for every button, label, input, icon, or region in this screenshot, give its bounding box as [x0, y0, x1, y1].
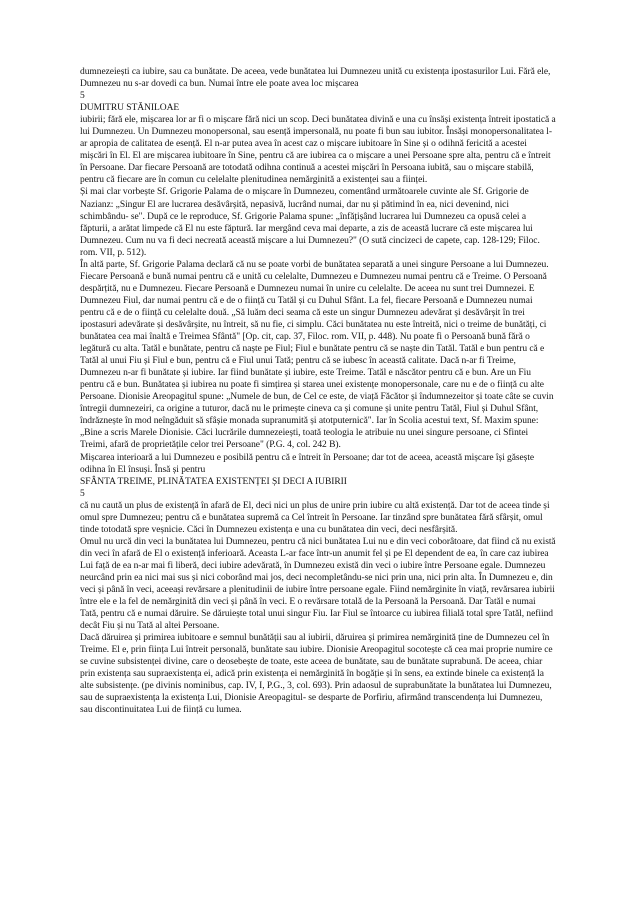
page-number: 5: [80, 91, 85, 102]
paragraph-body: În altă parte, Sf. Grigorie Palama declară că nu se poate vorbi de bunătatea separată a unei singure Persoane a lui Dumnezeu. Fiecare Persoană e bună numai pentru că e unită cu celelalte, Dumnezeu e Dumnezeu numai pentru că e Treime. O Persoană despărțită, nu e Dumnezeu. Fiecare Persoană e Dumnezeu numai în unire cu celelalte. De aceea nu sunt trei Dumnezei. E Dumnezeu Fiul, dar numai pentru că e de o ființă cu Tatăl și cu Duhul Sfânt. La fel, fiecare Persoană e Dumnezeu numai pentru că e de o ființă cu celelalte două. „Să luăm deci seama că este un singur Dumnezeu adevărat și desăvârșit în trei ipostasuri adevărate și desăvârșite, nu întreit, să nu fie, ci simplu. Căci bunătatea nu este întreită, nici o treime de bunătăți, ci bunătatea cea mai înaltă e Treimea Sfântă" [Op. cit, cap. 37, Filoc. rom. VII, p. 448). Nu poate fi o Persoană bună fără o legătură cu alta. Tatăl e bunătate, pentru că naște pe Fiul; Fiul e bunătate pentru că se naște din Tatăl. Tatăl e bun pentru că e Tatăl al unui Fiu și Fiul e bun, pentru că e Fiul unui Tată; pentru că se iubesc în această calitate. Dacă n-ar fi Treime, Dumnezeu n-ar fi bunătate și iubire. Iar fiind bunătate și iubire, este Treime. Tatăl e născător pentru că e bun. Are un Fiu pentru că e bun. Bunătatea și iubirea nu poate fi simțirea și starea unei existențe monopersonale, care nu e de o ființă cu alte Persoane. Dionisie Areopagitul spune: „Numele de bun, de Cel ce este, de viață Făcător și îndumnezeitor și toate câte se cuvin întregii dumnezeiri, ca origine a tuturor, dacă nu le primește cineva ca și comune și unite pentru Tatăl, Fiul și Duhul Sfânt, îndrăznește în mod neîngăduit să sfâșie monada supranumită și atotputernică". Iar în Scolia acestui text, Sf. Maxim spune: „Bine a scris Marele Dionisie. Căci lucrările dumnezeiești, toată teologia le atribuie nu unei singure persoane, ci Sfintei Treimi, afară de proprietățile celor trei Persoane" (P.G. 4, col. 242 B).: [80, 259, 554, 451]
paragraph-body: Dacă dăruirea și primirea iubitoare e semnul bunătății sau al iubirii, dăruirea și primirea nemărginită ține de Dumnezeu cel în Treime. El e, prin ființa Lui întreit personală, bunătate sau iubire. Dionisie Areopagitul socotește că cea mai proprie numire ce se cuvine subsistenței divine, care o deosebește de toate, este aceea de bunătate, sau de bunătate suprabună. De aceea, chiar prin existența sau supraexistența ei, adică prin existența ei nemărginită în bogăție și în sens, ea extinde binele ca existență la alte subsistențe. (pe divinis nominibus, cap. IV, I, P.G., 3, col. 693). Prin adaosul de suprabunătate la bunătatea lui Dumnezeu, sau de supraexistența la existența Lui, Dionisie Areopagitul- se desparte de Porfiriu, afirmând transcendența lui Dumnezeu, sau discontinuitatea Lui de ființă cu lumea.: [80, 633, 553, 716]
paragraph-body: că nu caută un plus de existență în afară de El, deci nici un plus de unire prin iubire cu altă existență. Dar tot de aceea tinde și omul spre Dumnezeu; pentru că e bunătatea supremă ca Cel întreit în Persoane. Iar tinzând spre bunătatea fără sfârșit, omul tinde totodată spre veșnicie. Căci în Dumnezeu existența e una cu bunătatea din veci, deci nesfârșită.: [80, 500, 550, 535]
document-page: [80, 66, 556, 717]
paragraph-body: Mișcarea interioară a lui Dumnezeu e posibilă pentru că e întreit în Persoane; dar tot de aceea, această mișcare își găsește odihna în El însuși. Însă și pentru: [80, 452, 535, 475]
page-number: 5: [80, 488, 85, 499]
running-header-author: DUMITRU STĂNILOAE: [80, 103, 180, 114]
paragraph-continued-text: dumnezeiești ca iubire, sau ca bunătate. De aceea, vede bunătatea lui Dumnezeu unită cu existența ipostasurilor Lui. Fără ele, Dumnezeu nu s-ar dovedi ca bun. Numai între ele poate avea loc mișcarea: [80, 67, 551, 90]
paragraph-body: Și mai clar vorbește Sf. Grigorie Palama de o mișcare în Dumnezeu, comentând următoarele cuvinte ale Sf. Grigorie de Nazianz: „Singur El are lucrarea desăvârșită, nepasivă, lucrând numai, dar nu și pătimind în ea, nici devenind, nici schimbându- se". După ce le reproduce, Sf. Grigorie Palama spune: „înfățișând lucrarea lui Dumnezeu ca opusă celei a făpturii, a arătat limpede că El nu este făptură. Iar mergând ceva mai departe, a zis de această lucrare că este mișcarea lui Dumnezeu. Cum nu va fi deci necreată această mișcare a lui Dumnezeu?" (O sută cincizeci de capete, cap. 128-129; Filoc. rom. VII, p. 512).: [80, 187, 540, 258]
paragraph-body: Omul nu urcă din veci la bunătatea lui Dumnezeu, pentru că nici bunătatea Lui nu e din veci coborâtoare, dat fiind că nu există din veci în afară de El o existență inferioară. Aceasta L-ar face într-un anumit fel și pe El dependent de ea, în care caz iubirea Lui față de ea n-ar mai fi liberă, deci iubire adevărată, în Dumnezeu există din veci o iubire între Persoane egale. Dumnezeu neurcând prin ea nici mai sus și nici coborând mai jos, deci necompletându-se nici prin una, nici prin alta. În Dumnezeu e, din veci și până în veci, aceeași revărsare a plenitudinii de iubire între persoane egale. Fiind nemărginite în viață, revărsarea iubirii între ele e la fel de nemărginită din veci și până în veci. E o revărsare totală de la Persoană la Persoană. Dar Tatăl e numai Tată, pentru că e numai dăruire. Se dăruiește total unui singur Fiu. Iar Fiul se întoarce cu iubirea filială total spre Tatăl, nefiind decât Fiu și nu Tată al altei Persoane.: [80, 536, 556, 632]
paragraph-body: iubirii; fără ele, mișcarea lor ar fi o mișcare fără nici un scop. Deci bunătatea divină e una cu însăși existența întreit ipostatică a lui Dumnezeu. Un Dumnezeu monopersonal, sau esență impersonală, nu poate fi bun sau iubitor. Însăși monopersonalitatea l-ar apropia de calitatea de esență. El n-ar putea avea în acest caz o mișcare iubitoare în Sine și o odihnă fericită a acestei mișcări în El. El are mișcarea iubitoare în Sine, pentru că are iubirea ca o mișcare a unei Persoane spre alta, pentru că e întreit în Persoane. Dar fiecare Persoană are totodată odihna continuă a acestei mișcări în Persoana iubită, sau o mișcare stabilă, pentru că fiecare are în comun cu celelalte plenitudinea nemărginită a existenței sau a ființei.: [80, 115, 556, 186]
running-header-title: SFÂNTA TREIME, PLINĂTATEA EXISTENȚEI ȘI DECI A IUBIRII: [80, 476, 347, 487]
